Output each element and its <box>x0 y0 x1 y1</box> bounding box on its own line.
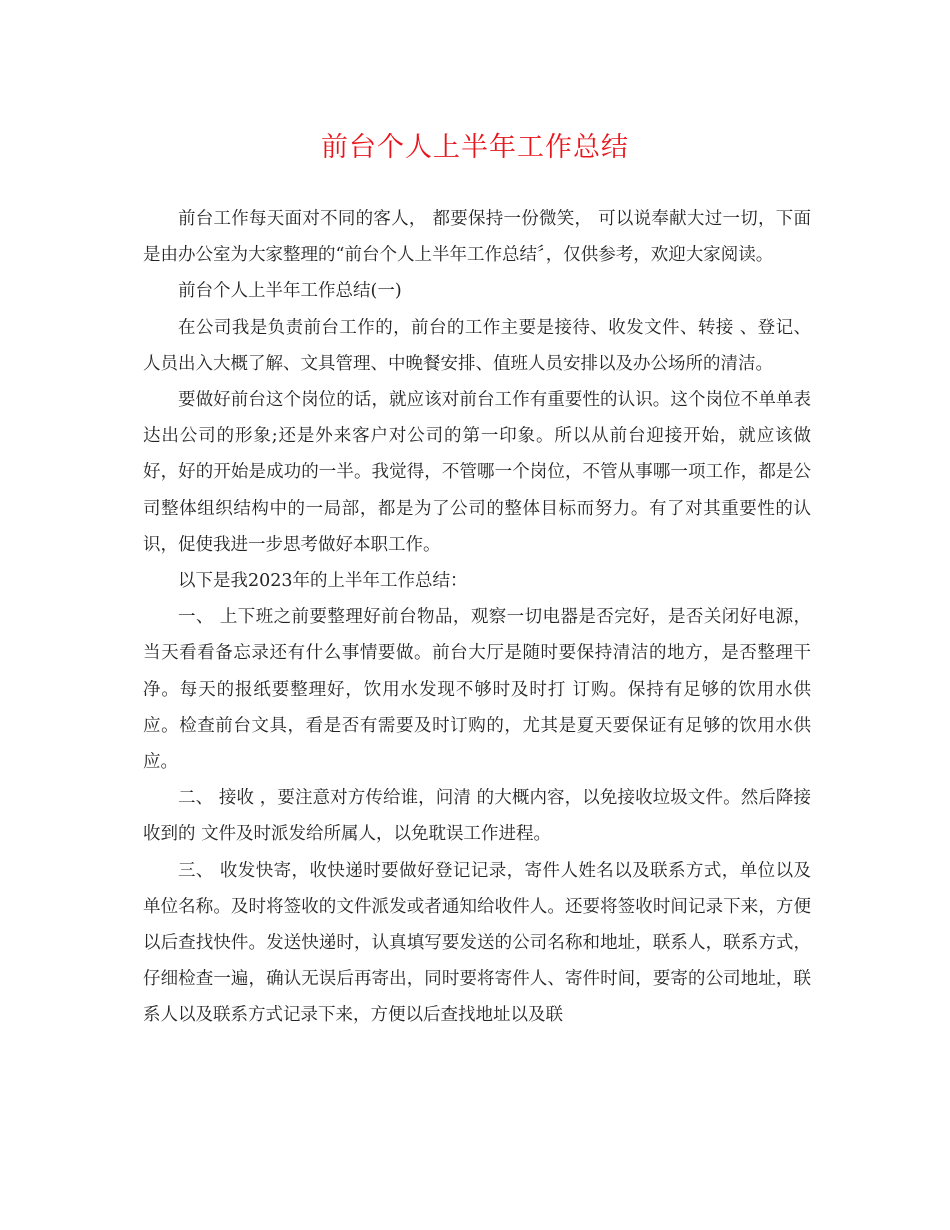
paragraph-intro: 前台工作每天面对不同的客人， 都要保持一份微笑， 可以说奉献大过一切，下面是由办公室为大家整理的“前台个人上半年工作总结〞，仅供参考，欢迎大家阅读。 <box>143 209 811 266</box>
paragraph-section-heading: 前台个人上半年工作总结(一) <box>178 281 402 302</box>
paragraph-item-1: 一、 上下班之前要整理好前台物品，观察一切电器是否完好，是否关闭好电源，当天看看备忘录还有什么事情要做。前台大厅是随时要保持清洁的地方，是否整理干净。每天的报纸要整理好，饮用水发现不够时及时打 订购。保持有足够的饮用水供应。检查前台文具，看是否有需要及时订购的，尤其是夏天要保证有足够的饮用水供应。 <box>143 607 811 773</box>
document-title: 前台个人上半年工作总结 <box>321 132 629 163</box>
paragraph-summary-intro: 以下是我2023年的上半年工作总结： <box>178 571 468 592</box>
paragraph-duties: 在公司我是负责前台工作的，前台的工作主要是接待、收发文件、转接 、登记、人员出入大概了解、文具管理、中晚餐安排、值班人员安排以及办公场所的清洁。 <box>143 317 811 374</box>
paragraph-importance: 要做好前台这个岗位的话，就应该对前台工作有重要性的认识。这个岗位不单单表达出公司的形象;还是外来客户对公司的第一印象。所以从前台迎接开始，就应该做好，好的开始是成功的一半。我觉得，不管哪一个岗位，不管从事哪一项工作，都是公司整体组织结构中的一局部，都是为了公司的整体目标而努力。有了对其重要性的认识，促使我进一步思考做好本职工作。 <box>143 390 811 555</box>
paragraph-item-3: 三、 收发快寄，收快递时要做好登记记录，寄件人姓名以及联系方式，单位以及单位名称。及时将签收的文件派发或者通知给收件人。还要将签收时间记录下来，方便以后查找快件。发送快递时，认真填写要发送的公司名称和地址，联系人，联系方式，仔细检查一遍，确认无误后再寄出，同时要将寄件人、寄件时间，要寄的公司地址，联系人以及联系方式记录下来，方便以后查找地址以及联 <box>143 860 811 1026</box>
document-body <box>143 201 811 1034</box>
paragraph-item-2: 二、 接收 ，要注意对方传给谁，问清 的大概内容，以免接收垃圾文件。然后降接收到的 文件及时派发给所属人，以免耽误工作进程。 <box>143 788 811 845</box>
